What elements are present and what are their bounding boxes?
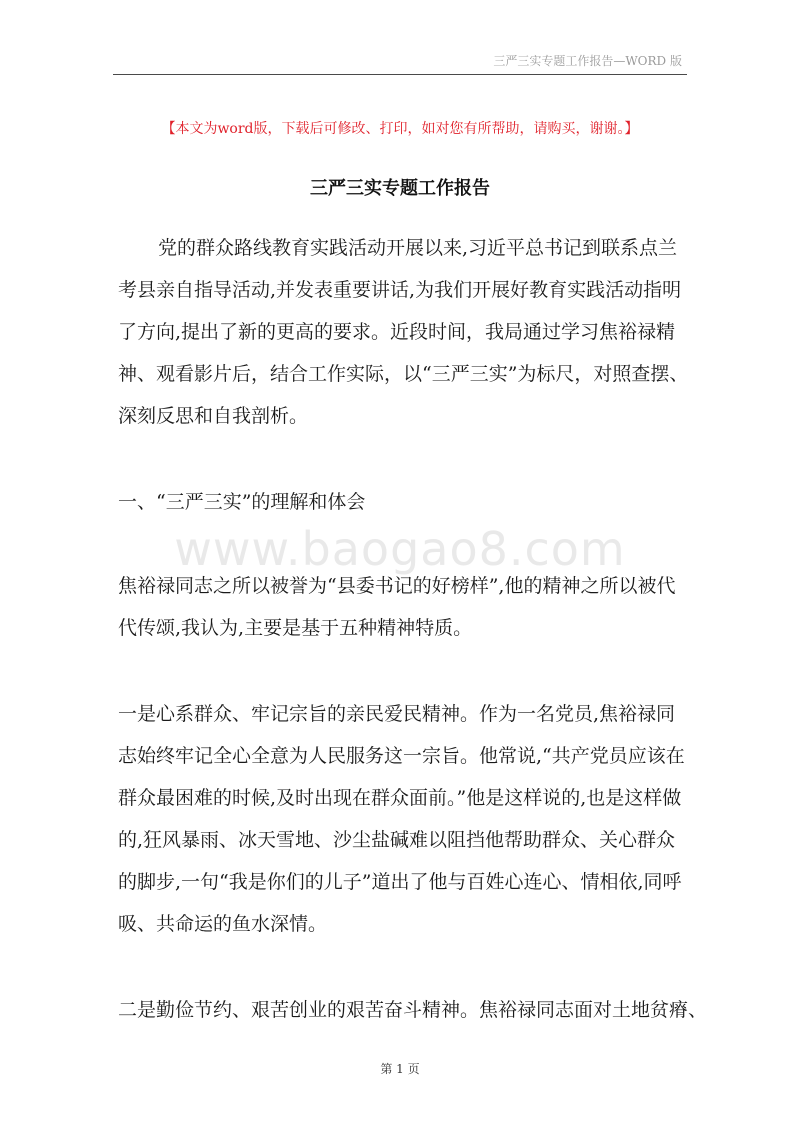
paragraph-line: 二是勤俭节约、艰苦创业的艰苦奋斗精神。焦裕禄同志面对土地贫瘠、 <box>118 999 708 1021</box>
paragraph-line: 一是心系群众、牢记宗旨的亲民爱民精神。作为一名党员,焦裕禄同 <box>118 703 676 725</box>
paragraph-line: 群众最困难的时候,及时出现在群众面前。”他是这样说的,也是这样做 <box>118 787 682 809</box>
paragraph-line: 了方向,提出了新的更高的要求。近段时间，我局通过学习焦裕禄精 <box>118 321 676 343</box>
paragraph-line: 神、观看影片后，结合工作实际，以“三严三实”为标尺，对照查摆、 <box>118 363 689 385</box>
paragraph-line: 焦裕禄同志之所以被誉为“县委书记的好榜样”,他的精神之所以被代 <box>118 575 676 597</box>
watermark: www.baogao8.com <box>174 522 626 576</box>
paragraph-line: 吸、共命运的鱼水深情。 <box>118 913 328 935</box>
paragraph-line: 深刻反思和自我剖析。 <box>118 405 309 427</box>
paragraph-line: 的,狂风暴雨、冰天雪地、沙尘盐碱难以阻挡他帮助群众、关心群众 <box>118 829 676 851</box>
paragraph-line: 志始终牢记全心全意为人民服务这一宗旨。他常说,“共产党员应该在 <box>118 745 685 767</box>
paragraph-line: 的脚步,一句“我是你们的儿子”道出了他与百姓心连心、情相依,同呼 <box>118 871 682 893</box>
page-number: 第 1 页 <box>380 1062 420 1076</box>
section-heading: 一、“三严三实”的理解和体会 <box>118 491 366 513</box>
paragraph-line: 考县亲自指导活动,并发表重要讲话,为我们开展好教育实践活动指明 <box>118 279 682 301</box>
running-header-title: 三严三实专题工作报告—WORD 版 <box>493 54 682 68</box>
paragraph-line: 代传颂,我认为,主要是基于五种精神特质。 <box>118 617 473 639</box>
purchase-notice: 【本文为word版，下载后可修改、打印，如对您有所帮助，请购买，谢谢。】 <box>161 121 639 137</box>
paragraph-line: 党的群众路线教育实践活动开展以来,习近平总书记到联系点兰 <box>158 237 678 259</box>
header-divider <box>113 74 687 75</box>
document-title: 三严三实专题工作报告 <box>310 178 490 199</box>
